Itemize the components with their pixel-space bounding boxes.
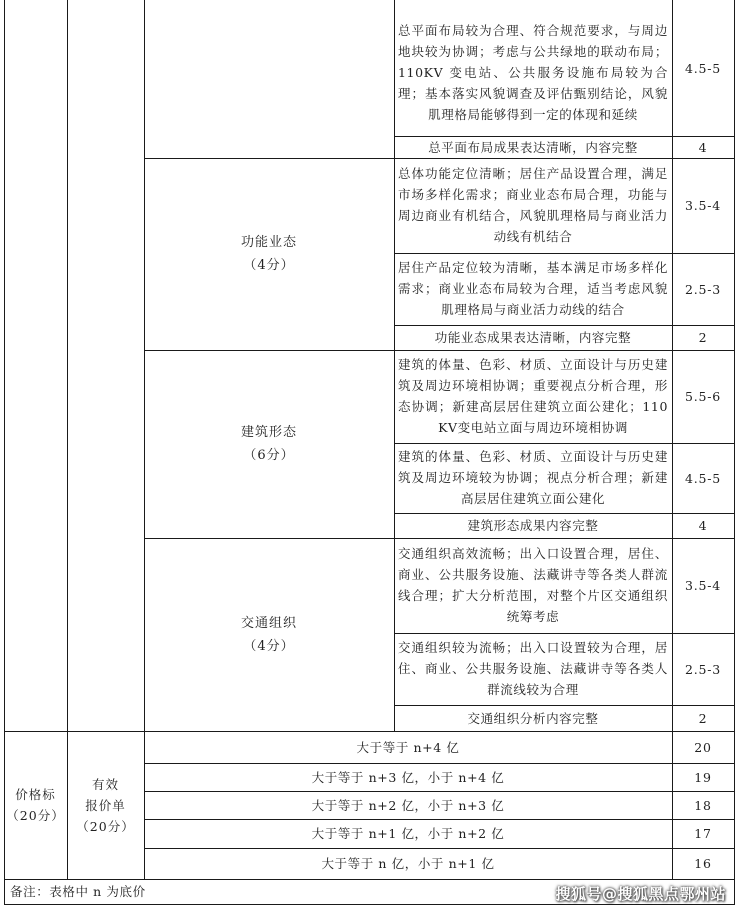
- score-value: 5.5-6: [684, 389, 722, 404]
- subcategory-points: （20分）: [76, 818, 135, 834]
- category-points: （6分）: [243, 448, 295, 463]
- subcategory-name: 有效: [91, 776, 119, 792]
- score-value: 2.5-3: [684, 281, 722, 297]
- category-points: （4分）: [243, 258, 295, 273]
- criteria-text: 居住产品定位较为清晰，基本满足市场多样化需求；商业业态布局较为合理，适当考虑风貌肌理格局与商业活力动线的结合: [398, 260, 668, 317]
- score-value: 17: [694, 826, 712, 841]
- table-note: 备注：表格中 n 为底价: [10, 884, 146, 899]
- valid-quote-label: [67, 731, 144, 879]
- watermark-text: 搜狐号@搜狐黑点鄂州站: [555, 885, 726, 903]
- category-name: 功能业态: [240, 235, 297, 250]
- score-value: 18: [694, 797, 712, 813]
- category-name: 建筑形态: [240, 425, 297, 440]
- score-value: 3.5-4: [684, 578, 722, 593]
- criteria-text: 建筑的体量、色彩、材质、立面设计与历史建筑及周边环境较为协调；视点分析合理；新建高层居住建筑立面公建化: [398, 449, 668, 506]
- criteria-text: 总平面布局成果表达清晰，内容完整: [428, 139, 638, 155]
- price-range-text: 大于等于 n+1 亿，小于 n+2 亿: [311, 826, 505, 841]
- function-category-label: [144, 158, 394, 350]
- score-value: 16: [694, 856, 712, 871]
- score-value: 2: [698, 710, 708, 726]
- price-range-text: 大于等于 n+2 亿，小于 n+3 亿: [311, 797, 505, 813]
- score-value: 20: [694, 739, 712, 755]
- criteria-text: 建筑的体量、色彩、材质、立面设计与历史建筑及周边环境相协调；重要视点分析合理，形态协调；新建高层居住建筑立面公建化；110KV变电站立面与周边环境相协调: [398, 357, 668, 435]
- score-value: 4: [698, 518, 708, 533]
- score-value: 4: [698, 139, 708, 155]
- col-divider-criteria: [394, 0, 395, 731]
- score-value: 19: [694, 769, 712, 785]
- score-value: 4.5-5: [684, 470, 722, 486]
- table-right-border: [734, 0, 735, 905]
- category-name: 价格标: [15, 787, 56, 802]
- price-category-label: [4, 731, 67, 879]
- criteria-text: 交通组织较为流畅；出入口设置较为合理，居住、商业、公共服务设施、法藏讲寺等各类人群流线较为合理: [398, 640, 668, 697]
- score-value: 2: [698, 330, 708, 345]
- criteria-text: 建筑形态成果内容完整: [467, 518, 599, 533]
- criteria-text: 功能业态成果表达清晰，内容完整: [434, 330, 632, 345]
- table-bottom-border: [4, 904, 734, 905]
- criteria-text: 交通组织高效流畅；出入口设置合理，居住、商业、公共服务设施、法藏讲寺等各类人群流线合理；扩大分析范围，对整个片区交通组织统筹考虑: [398, 546, 668, 624]
- score-value: 4.5-5: [684, 60, 722, 76]
- subcategory-name: 报价单: [85, 797, 126, 813]
- criteria-text: 总体功能定位清晰；居住产品设置合理，满足市场多样化需求；商业业态布局合理，功能与周边商业有机结合，风貌肌理格局与商业活力动线有机结合: [398, 166, 668, 244]
- score-value: 2.5-3: [684, 661, 722, 677]
- traffic-category-label: [144, 538, 394, 731]
- criteria-text: 交通组织分析内容完整: [467, 710, 599, 726]
- price-range-text: 大于等于 n+4 亿: [356, 739, 460, 755]
- criteria-text: 总平面布局较为合理、符合规范要求，与周边地块较为协调；考虑与公共绿地的联动布局；110KV 变电站、公共服务设施布局较为合理；基本落实风貌调查及评估甄别结论，风貌肌理格局能够得到一定的体现和延续: [398, 23, 668, 122]
- price-range-text: 大于等于 n 亿，小于 n+1 亿: [321, 856, 495, 871]
- category-name: 交通组织: [240, 615, 297, 631]
- score-value: 3.5-4: [684, 198, 722, 213]
- category-points: （20分）: [6, 808, 65, 823]
- price-range-text: 大于等于 n+3 亿，小于 n+4 亿: [311, 769, 505, 785]
- category-points: （4分）: [243, 638, 295, 654]
- architecture-category-label: [144, 350, 394, 538]
